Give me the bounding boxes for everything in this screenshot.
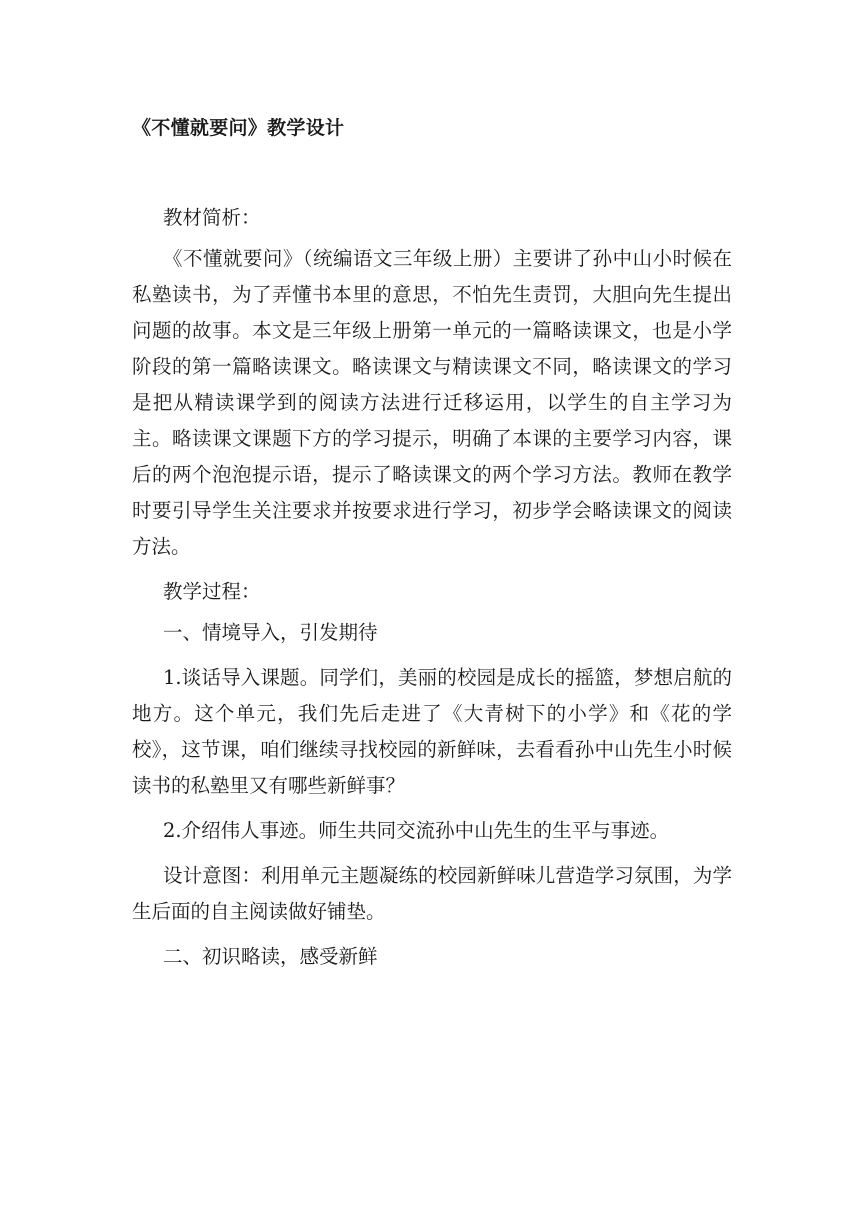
paragraph-design-intent: 设计意图：利用单元主题凝练的校园新鲜味儿营造学习氛围，为学生后面的自主阅读做好铺垫。 [132,864,732,923]
subheading-situation-intro: 一、情境导入，引发期待 [163,621,378,644]
document-body [132,200,732,984]
paragraph-step-2: 2.介绍伟人事迹。师生共同交流孙中山先生的生平与事迹。 [163,819,670,842]
document-title: 《不懂就要问》教学设计 [132,117,345,139]
paragraph-textbook-analysis: 《不懂就要问》（统编语文三年级上册）主要讲了孙中山小时候在私塾读书，为了弄懂书本里的意思，不怕先生责罚，大胆向先生提出问题的故事。本文是三年级上册第一单元的一篇略读课文，也是小学阶段的第一篇略读课文。略读课文与精读课文不同，略读课文的学习是把从精读课学到的阅读方法进行迁移运用，以学生的自主学习为主。略读课文课题下方的学习提示，明确了本课的主要学习内容，课后的两个泡泡提示语，提示了略读课文的两个学习方法。教师在教学时要引导学生关注要求并按要求进行学习，初步学会略读课文的阅读方法。 [132,247,732,558]
subheading-first-skim-reading: 二、初识略读，感受新鲜 [163,945,378,968]
section-heading-teaching-process: 教学过程： [163,580,261,603]
section-heading-textbook-analysis: 教材简析： [163,206,261,229]
paragraph-step-1: 1.谈话导入课题。同学们，美丽的校园是成长的摇篮，梦想启航的地方。这个单元，我们先后走进了《大青树下的小学》和《花的学校》，这节课，咱们继续寻找校园的新鲜味，去看看孙中山先生小时候读书的私塾里又有哪些新鲜事？ [132,666,732,797]
